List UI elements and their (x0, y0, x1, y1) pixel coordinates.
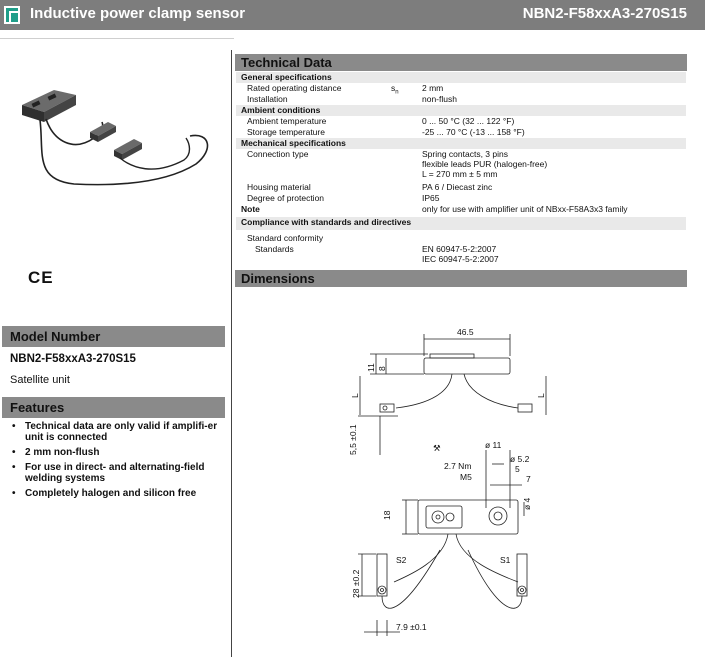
category-general: General specifications (241, 72, 332, 82)
dimensions-heading: Dimensions (235, 270, 687, 287)
dim-height-11: 11 (366, 363, 376, 372)
table-category (236, 72, 686, 83)
connection-label: Connection type (247, 149, 309, 159)
table-row (236, 116, 686, 127)
features-list (10, 421, 220, 503)
category-ambient: Ambient conditions (241, 105, 321, 115)
table-category (236, 105, 686, 116)
rated-distance-symbol: $s_n$ (391, 83, 399, 96)
conformity-label: Standard conformity (247, 233, 324, 243)
ce-mark: CE (28, 268, 54, 287)
feature-item: • For use in direct- and alternating-field welding systems (10, 462, 220, 484)
ambient-temp-label: Ambient temperature (247, 116, 327, 126)
sensor-label-s1: S1 (500, 555, 511, 565)
category-compliance: Compliance with standards and directives (241, 217, 412, 227)
technical-data-heading: Technical Data (235, 54, 687, 71)
column-divider (231, 50, 232, 657)
dim-dia-11: ø 11 (485, 440, 502, 450)
dim-lead-left: L (350, 393, 360, 398)
ambient-temp-value: 0 ... 50 °C (32 ... 122 °F) (422, 116, 515, 126)
product-photo (14, 72, 226, 212)
satellite-head-right (518, 404, 532, 412)
brand-logo-icon (4, 6, 20, 24)
dim-height-18: 18 (382, 510, 392, 520)
table-row (236, 83, 686, 94)
rated-distance-value: 2 mm (422, 83, 444, 93)
table-row (236, 182, 686, 193)
note-label: Note (241, 204, 260, 214)
housing-value: PA 6 / Diecast zinc (422, 182, 493, 192)
satellite-s1 (517, 554, 527, 596)
table-category (236, 138, 686, 149)
rated-distance-label: Rated operating distance (247, 83, 342, 93)
top-view-body (418, 500, 518, 534)
table-row (236, 244, 686, 265)
note-value: only for use with amplifier unit of NBxx-F58A3x3 family (422, 204, 628, 214)
connection-value: Spring contacts, 3 pins flexible leads PUR (halogen-free) L = 270 mm ± 5 mm (422, 149, 548, 179)
page-header (0, 0, 705, 30)
technical-data-table (236, 72, 686, 265)
feature-item: • Technical data are only valid if amplifi-er unit is connected (10, 421, 220, 443)
sensor-head-2 (114, 139, 142, 160)
dim-offset-5-5: 5,5 ±0.1 (348, 424, 358, 455)
dimension-drawing (340, 320, 575, 655)
dim-dia-5-2: ø 5.2 (510, 454, 530, 464)
dim-lead-right: L (536, 393, 546, 398)
category-mechanical: Mechanical specifications (241, 138, 346, 148)
thread-size: M5 (460, 472, 472, 482)
dim-28: 28 ±0.2 (351, 569, 361, 598)
sensor-head-1 (90, 122, 116, 142)
table-row (236, 230, 686, 244)
satellite-s2 (377, 554, 387, 596)
header-rule (0, 38, 234, 39)
protection-label: Degree of protection (247, 193, 325, 203)
dim-width-46-5: 46.5 (457, 327, 474, 337)
table-row (236, 204, 686, 215)
features-heading: Features (2, 397, 225, 418)
protection-value: IP65 (422, 193, 440, 203)
installation-label: Installation (247, 94, 288, 104)
housing-label: Housing material (247, 182, 311, 192)
wrench-icon: ⚒ (433, 443, 441, 453)
torque-value: 2.7 Nm (444, 461, 472, 471)
table-row (236, 193, 686, 204)
dim-height-8: 8 (377, 366, 387, 371)
model-description: Satellite unit (10, 374, 70, 386)
table-category (236, 217, 686, 230)
dim-7-9: 7.9 ±0.1 (396, 622, 427, 632)
storage-temp-label: Storage temperature (247, 127, 325, 137)
installation-value: non-flush (422, 94, 457, 104)
standards-value: EN 60947-5-2:2007 IEC 60947-5-2:2007 (422, 244, 499, 264)
feature-item: • Completely halogen and silicon free (10, 488, 220, 499)
storage-temp-value: -25 ... 70 °C (-13 ... 158 °F) (422, 127, 525, 137)
standards-label: Standards (255, 244, 294, 254)
feature-item: • 2 mm non-flush (10, 447, 220, 458)
model-number: NBN2-F58xxA3-270S15 (10, 353, 136, 365)
model-number-heading: Model Number (2, 326, 225, 347)
sensor-label-s2: S2 (396, 555, 407, 565)
table-row (236, 149, 686, 182)
table-row (236, 94, 686, 105)
product-code: NBN2-F58xxA3-270S15 (522, 5, 687, 22)
dim-5: 5 (515, 464, 520, 474)
dim-7: 7 (526, 474, 531, 484)
table-row (236, 127, 686, 138)
dim-dia-4: ø 4 (522, 497, 532, 510)
page-title: Inductive power clamp sensor (30, 5, 246, 22)
